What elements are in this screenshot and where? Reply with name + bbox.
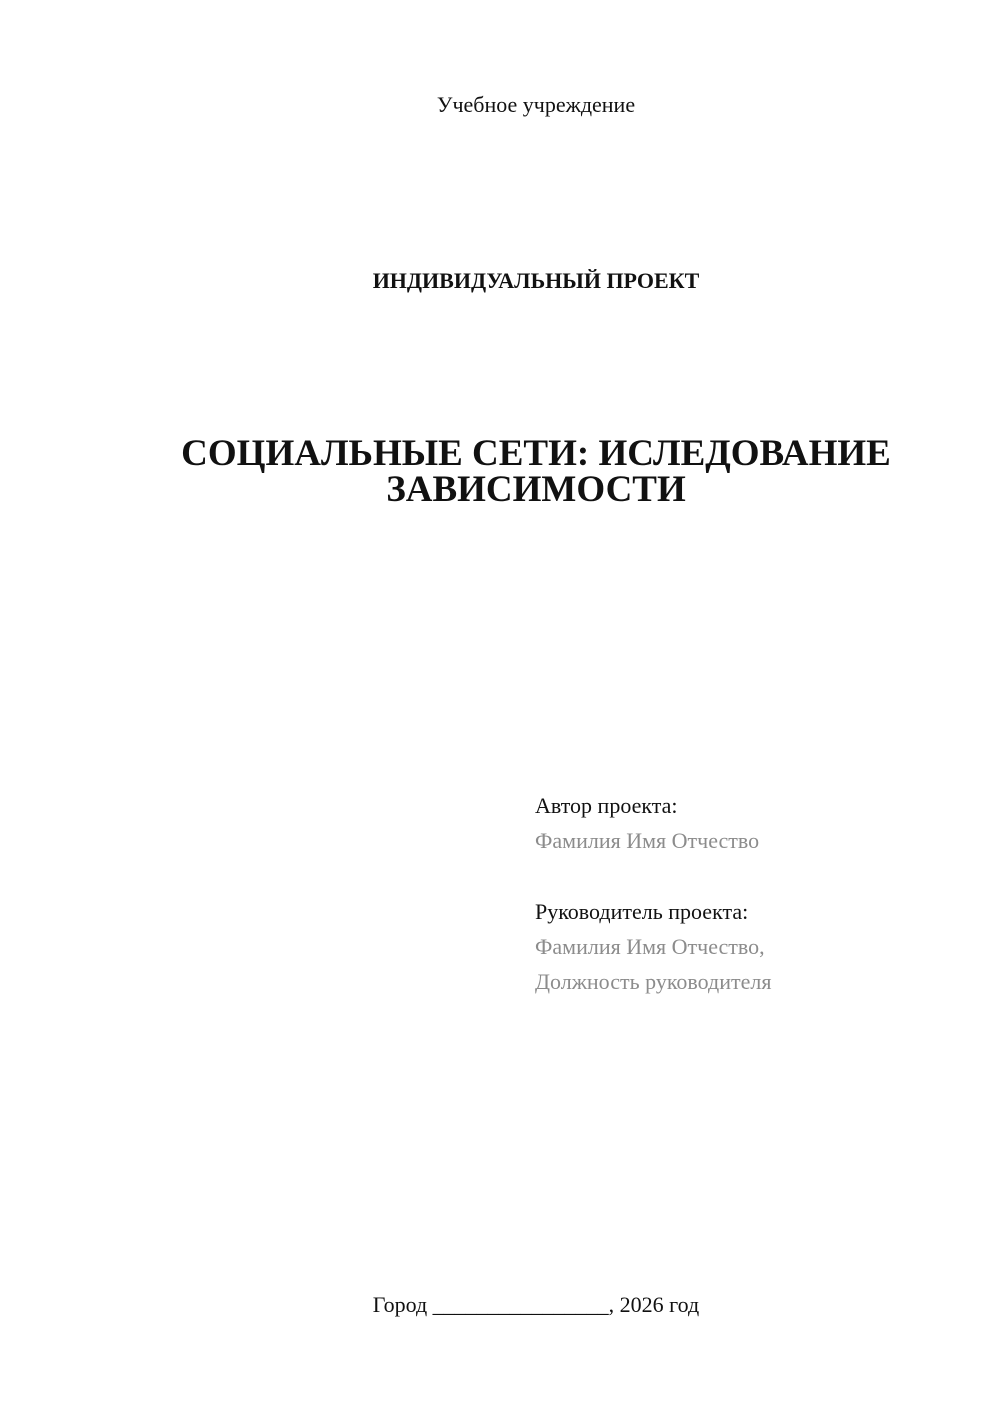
credits-block <box>535 788 975 999</box>
project-title-line-2: ЗАВИСИМОСТИ <box>386 469 686 510</box>
city-blank-line: ________________ <box>432 1292 609 1317</box>
footer-city-year <box>0 1291 1000 1319</box>
author-label: Автор проекта: <box>535 793 678 818</box>
supervisor-name-placeholder: Фамилия Имя Отчество, <box>535 934 765 959</box>
supervisor-position-placeholder: Должность руководителя <box>535 969 772 994</box>
project-title-line-1: СОЦИАЛЬНЫЕ СЕТИ: ИСЛЕДОВАНИЕ <box>181 433 891 474</box>
institution-name: Учебное учреждение <box>436 92 636 117</box>
city-label: Город <box>372 1292 428 1317</box>
author-name-placeholder: Фамилия Имя Отчество <box>535 828 760 853</box>
project-type-heading: ИНДИВИДУАЛЬНЫЙ ПРОЕКТ <box>372 268 700 293</box>
credits-spacer <box>535 858 975 894</box>
supervisor-label: Руководитель проекта: <box>535 899 749 924</box>
year-text: , 2026 год <box>608 1292 700 1317</box>
project-title <box>100 433 972 510</box>
